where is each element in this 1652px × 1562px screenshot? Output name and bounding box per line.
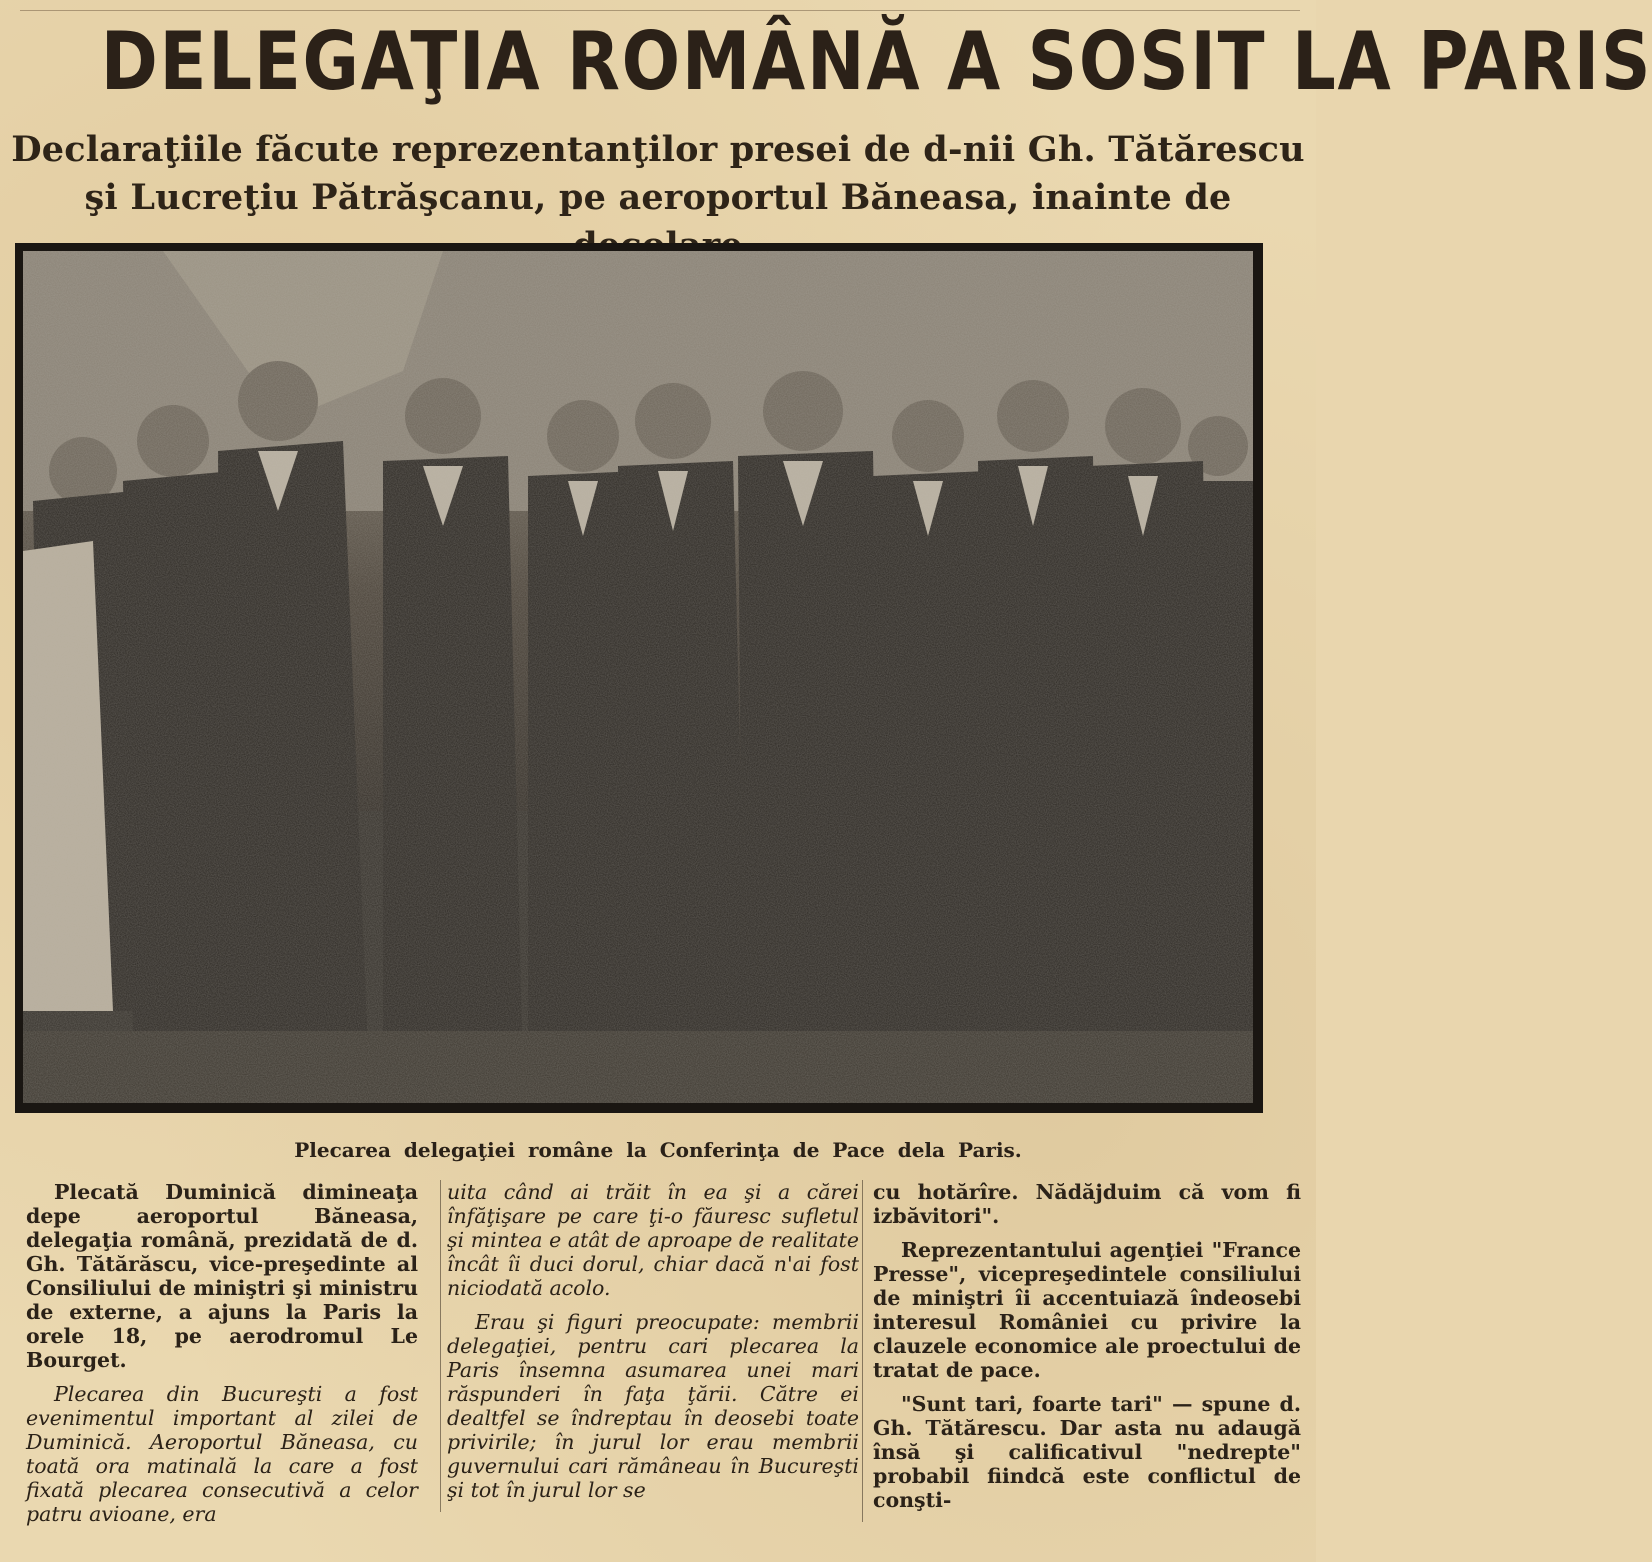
photo-caption: Plecarea delegaţiei române la Conferinţa de Pace dela Paris. [294,1138,1022,1162]
group-photo-illustration [23,251,1253,1103]
photo-frame [15,243,1263,1113]
group-photo [23,251,1253,1103]
headline: DELEGAŢIA ROMÂNĂ A SOSIT LA PARIS [100,15,1652,108]
subheadline-line-1: Declaraţiile făcute reprezentanţilor presei de d-nii Gh. Tătărescu [11,129,1305,170]
column-3-paragraph-2: Reprezentantului agenţiei "France Presse", vicepreşedintele consiliului de miniştri îi accentuiază îndeosebi interesul României cu privire la clauzele economice ale proectului de tratat de pace. [873,1238,1301,1382]
column-1-paragraph-2: Plecarea din Bucureşti a fost evenimentul important al zilei de Duminică. Aeroportul Băneasa, cu toată ora matinală la care a fost fixată plecarea consecutivă a celor patru avioane, era [26,1382,418,1526]
top-rule [20,0,1300,11]
subheadline-line-2: şi Lucreţiu Pătrăşcanu, pe aeroportul Băneasa, inainte de [84,177,1232,218]
column-3-paragraph-3: "Sunt tari, foarte tari" — spune d. Gh. Tătărescu. Dar asta nu adaugă însă şi calificativul "nedrepte" probabil fiindcă este conflictul de conşti- [873,1392,1301,1512]
column-2-paragraph-1: uita când ai trăit în ea şi a cărei înfăţişare pe care ţi-o făuresc sufletul şi mintea e atât de aproape de realitate încât îi duci dorul, chiar dacă n'ai fost niciodată acolo. [447,1180,859,1300]
column-3-paragraph-1: cu hotărîre. Nădăjduim că vom fi izbăvitori". [873,1180,1301,1228]
column-1-paragraph-1: Plecată Duminică dimineaţa depe aeroportul Băneasa, delegaţia română, prezidată de d. Gh. Tătărăscu, vice-preşedinte al Consiliului de miniştri şi ministru de externe, a ajuns la Paris la orele 18, pe aerodromul Le Bourget. [26,1180,418,1372]
column-2-paragraph-2: Erau şi figuri preocupate: membrii delegaţiei, pentru cari plecarea la Paris însemna asumarea unei mari răspunderi în faţa ţării. Către ei dealtfel se îndreptau în deosebi toate privirile; în jurul lor erau membrii guvernului cari rămâneau în Bucureşti şi tot în jurul lor se [447,1310,859,1502]
article-column-2 [440,1180,859,1512]
article-column-3 [862,1180,1301,1522]
article-column-1 [26,1180,418,1536]
